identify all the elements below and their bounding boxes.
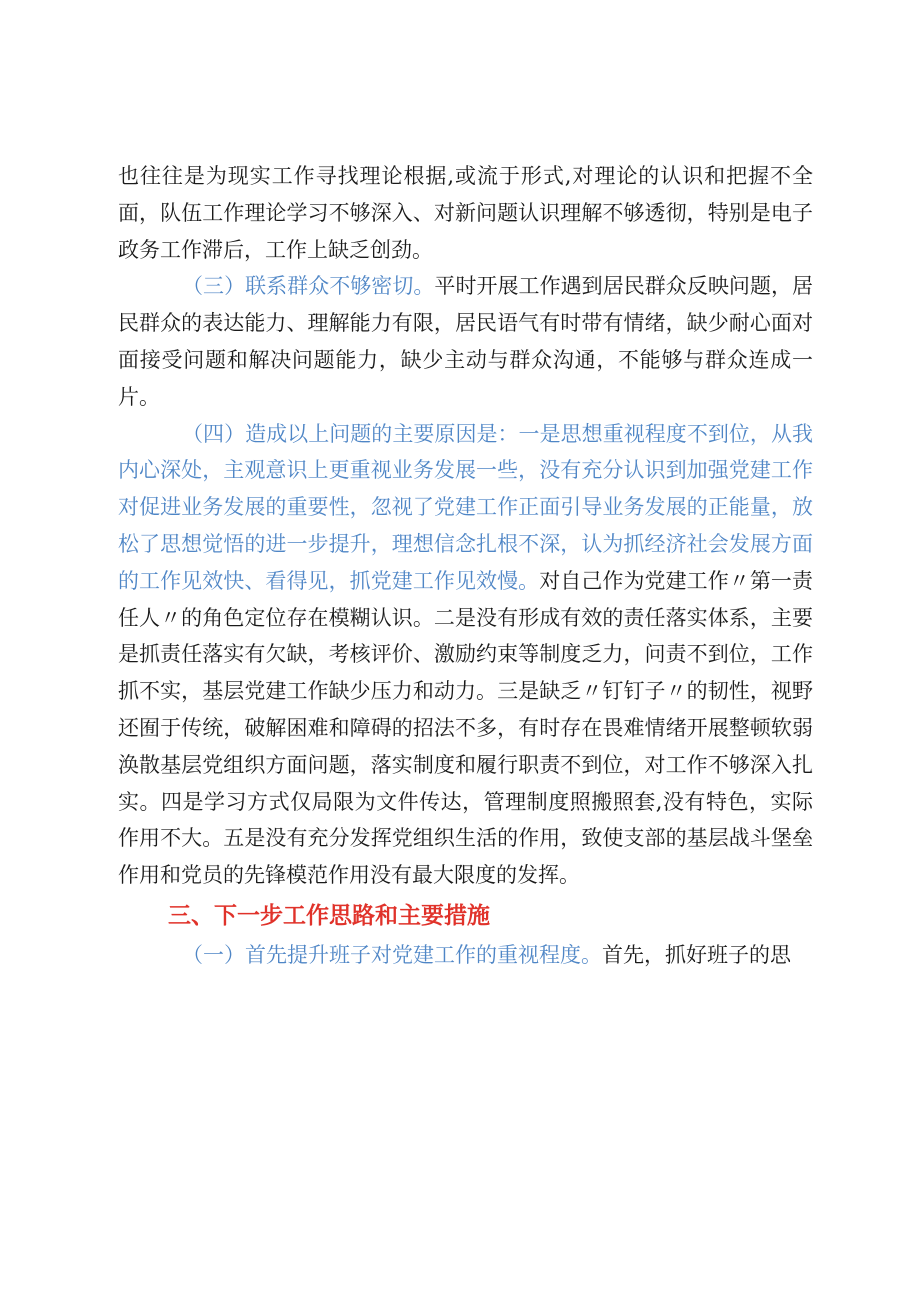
paragraph-text: 平时开展工作遇到居民群众反映问题，居民群众的表达能力、理解能力有限，居民语气有时带有情绪，缺少耐心面对面接受问题和解决问题能力，缺少主动与群众沟通，不能够与群众连成一片。 [118, 274, 814, 409]
paragraph-section-3 [118, 268, 813, 415]
paragraph-text: 首先，抓好班子的思 [602, 942, 791, 967]
paragraph-subsection-1 [118, 937, 813, 974]
section-lead-1: （一）首先提升班子对党建工作的重视程度。 [182, 942, 602, 967]
paragraph-section-4 [118, 416, 813, 894]
document-page [118, 158, 813, 974]
paragraph-text: 对自己作为党建工作〃第一责任人〃的角色定位存在模糊认识。二是没有形成有效的责任落实体系，主要是抓责任落实有欠缺，考核评价、激励约束等制度乏力，问责不到位，工作抓不实，基层党建工作缺少压力和动力。三是缺乏〃钉钉子〃的韧性，视野还囿于传统，破解困难和障碍的招法不多，有时存在畏难情绪开展整顿软弱涣散基层党组织方面问题，落实制度和履行职责不到位，对工作不够深入扎实。四是学习方式仅局限为文件传达，管理制度照搬照套,没有特色，实际作用不大。五是没有充分发挥党组织生活的作用，致使支部的基层战斗堡垒作用和党员的先锋模范作用没有最大限度的发挥。 [118, 568, 813, 888]
section-heading: 三、下一步工作思路和主要措施 [168, 902, 490, 929]
paragraph-continuation [118, 158, 813, 268]
section-lead-3: （三）联系群众不够密切。 [182, 274, 435, 299]
section-lead-4: （四）造成以上问题的主要原因是：一是思想重视程度不到位，从我内心深处，主观意识上更重视业务发展一些，没有充分认识到加强党建工作对促进业务发展的重要性，忽视了党建工作正面引导业务发展的正能量，放松了思想觉悟的进一步提升，理想信念扎根不深，认为抓经济社会发展方面的工作见效快、看得见，抓党建工作见效慢。 [118, 421, 813, 593]
paragraph-text: 也往往是为现实工作寻找理论根据,或流于形式,对理论的认识和把握不全面，队伍工作理论学习不够深入、对新问题认识理解不够透彻，特别是电子政务工作滞后，工作上缺乏创劲。 [118, 164, 813, 262]
